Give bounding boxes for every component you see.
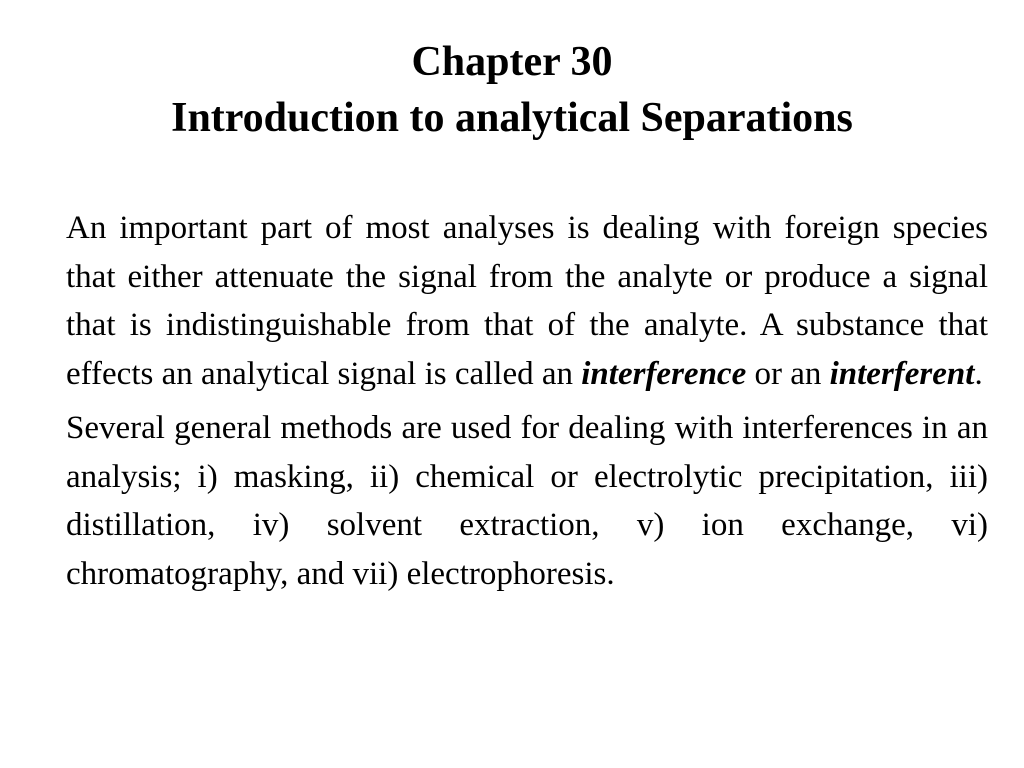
paragraph-methods: Several general methods are used for dealing with interferences in an analysis; i) masking, ii) chemical or electrolytic precipitation, iii) distillation, iv) solvent extraction, v) ion exchange, vi) chromatography, and vii) electrophoresis.: [66, 410, 988, 592]
paragraph-interference: [66, 204, 988, 398]
title-line-topic: Introduction to analytical Separations: [171, 95, 853, 141]
paragraph-interference-connector: or an: [746, 355, 830, 392]
slide-body: [66, 204, 988, 604]
title-line-chapter: Chapter 30: [411, 39, 613, 85]
paragraph-interference-period: .: [974, 355, 983, 392]
term-interferent: interferent: [829, 355, 975, 392]
term-interference: interference: [581, 355, 747, 392]
slide-title: [0, 34, 1024, 146]
paragraph-interference-text: An important part of most analyses is dealing with foreign species that either attenuate the signal from the analyte or produce a signal that is indistinguishable from that of the analyte. A substance that effects an analytical signal is called an: [66, 210, 988, 392]
